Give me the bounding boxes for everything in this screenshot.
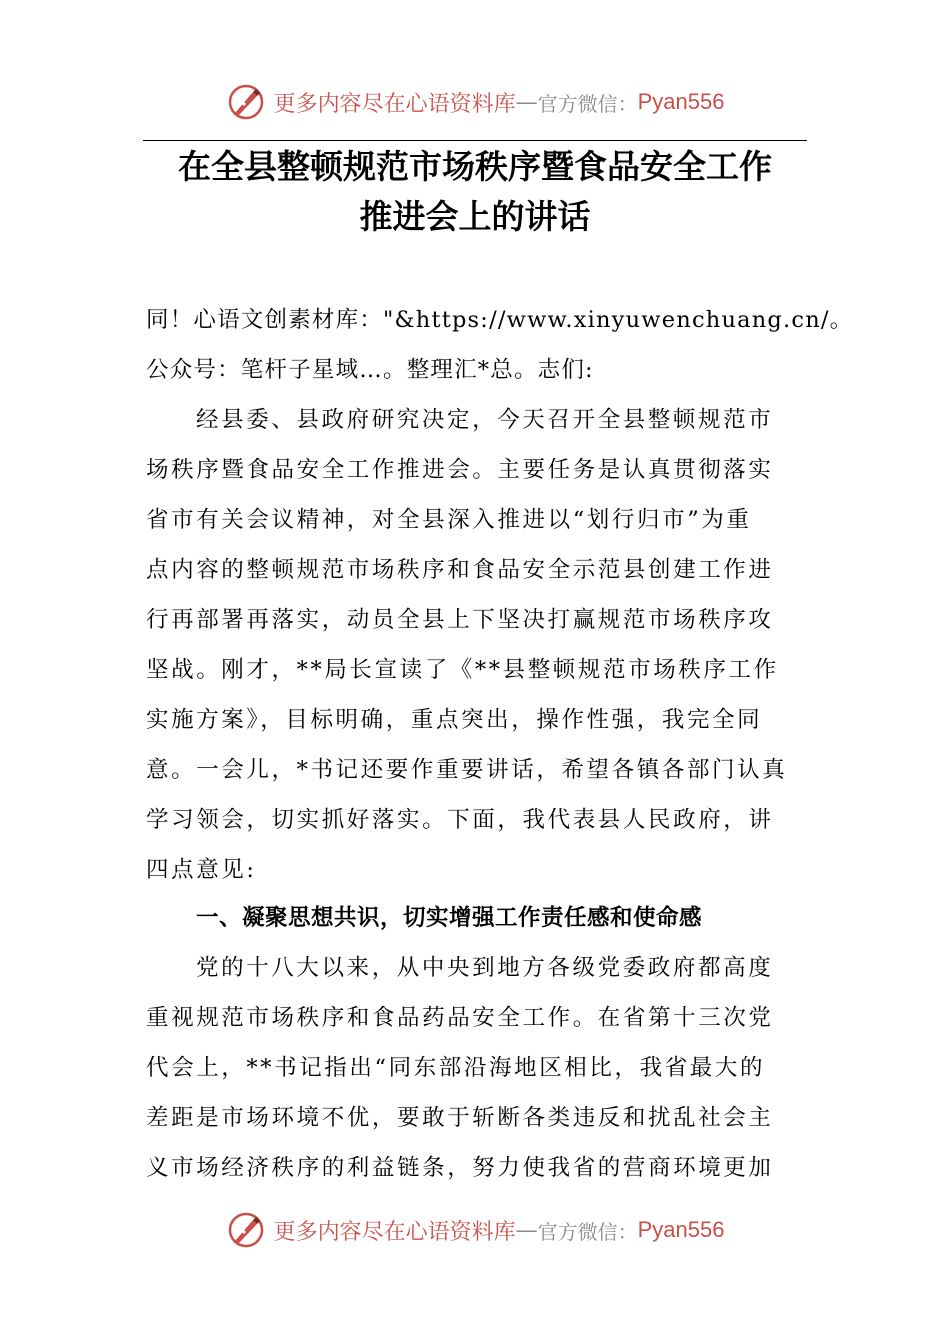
title-line-1: 在全县整顿规范市场秩序暨食品安全工作 — [178, 147, 772, 186]
paragraph-line: 学习领会，切实抓好落实。下面，我代表县人民政府，讲 — [146, 807, 774, 833]
document-title — [110, 142, 840, 242]
pen-nib-logo-icon — [226, 82, 266, 122]
section-heading-1: 一、凝聚思想共识，切实增强工作责任感和使命感 — [196, 905, 703, 931]
header-watermark-banner — [0, 80, 950, 124]
title-line-2: 推进会上的讲话 — [359, 197, 591, 236]
paragraph-line: 场秩序暨食品安全工作推进会。主要任务是认真贯彻落实 — [146, 457, 774, 483]
paragraph-1 — [146, 395, 808, 895]
intro-line: 公众号：笔杆子星域…。整理汇*总。志们: — [146, 357, 594, 383]
paragraph-line: 党的十八大以来，从中央到地方各级党委政府都高度 — [196, 955, 774, 981]
banner-dash: — — [515, 1217, 538, 1243]
intro-block — [146, 295, 854, 395]
banner-wechat-id: Pyan556 — [637, 1217, 725, 1242]
banner-wechat-label: 官方微信： — [537, 1219, 638, 1244]
paragraph-line: 代会上，**书记指出“同东部沿海地区相比，我省最大的 — [146, 1055, 766, 1081]
banner-slogan: 更多内容尽在心语资料库 — [273, 1219, 516, 1245]
intro-line: 同！心语文创素材库："&https://www.xinyuwenchuang.cn/。 — [146, 307, 854, 333]
paragraph-line: 经县委、县政府研究决定，今天召开全县整顿规范市 — [196, 407, 774, 433]
paragraph-line: 省市有关会议精神，对全县深入推进以“划行归市”为重 — [146, 507, 752, 533]
paragraph-line: 义市场经济秩序的利益链条，努力使我省的营商环境更加 — [146, 1155, 774, 1181]
header-divider — [143, 140, 807, 141]
paragraph-line: 重视规范市场秩序和食品药品安全工作。在省第十三次党 — [146, 1005, 774, 1031]
paragraph-line: 实施方案》，目标明确，重点突出，操作性强，我完全同 — [146, 707, 763, 733]
banner-wechat-label: 官方微信： — [537, 91, 638, 116]
paragraph-2 — [146, 943, 808, 1193]
paragraph-line: 坚战。刚才，**局长宣读了《**县整顿规范市场秩序工作 — [146, 657, 779, 683]
paragraph-line: 点内容的整顿规范市场秩序和食品安全示范县创建工作进 — [146, 557, 774, 583]
pen-nib-logo-icon — [226, 1210, 266, 1250]
banner-dash: — — [515, 89, 538, 115]
paragraph-line: 四点意见: — [146, 857, 257, 883]
paragraph-line: 行再部署再落实，动员全县上下坚决打赢规范市场秩序攻 — [146, 607, 774, 633]
banner-slogan: 更多内容尽在心语资料库 — [273, 91, 516, 117]
paragraph-line: 意。一会儿，*书记还要作重要讲话，希望各镇各部门认真 — [146, 757, 788, 783]
banner-wechat-id: Pyan556 — [637, 89, 725, 114]
footer-watermark-banner — [0, 1208, 950, 1252]
paragraph-line: 差距是市场环境不优，要敢于斩断各类违反和扰乱社会主 — [146, 1105, 774, 1131]
